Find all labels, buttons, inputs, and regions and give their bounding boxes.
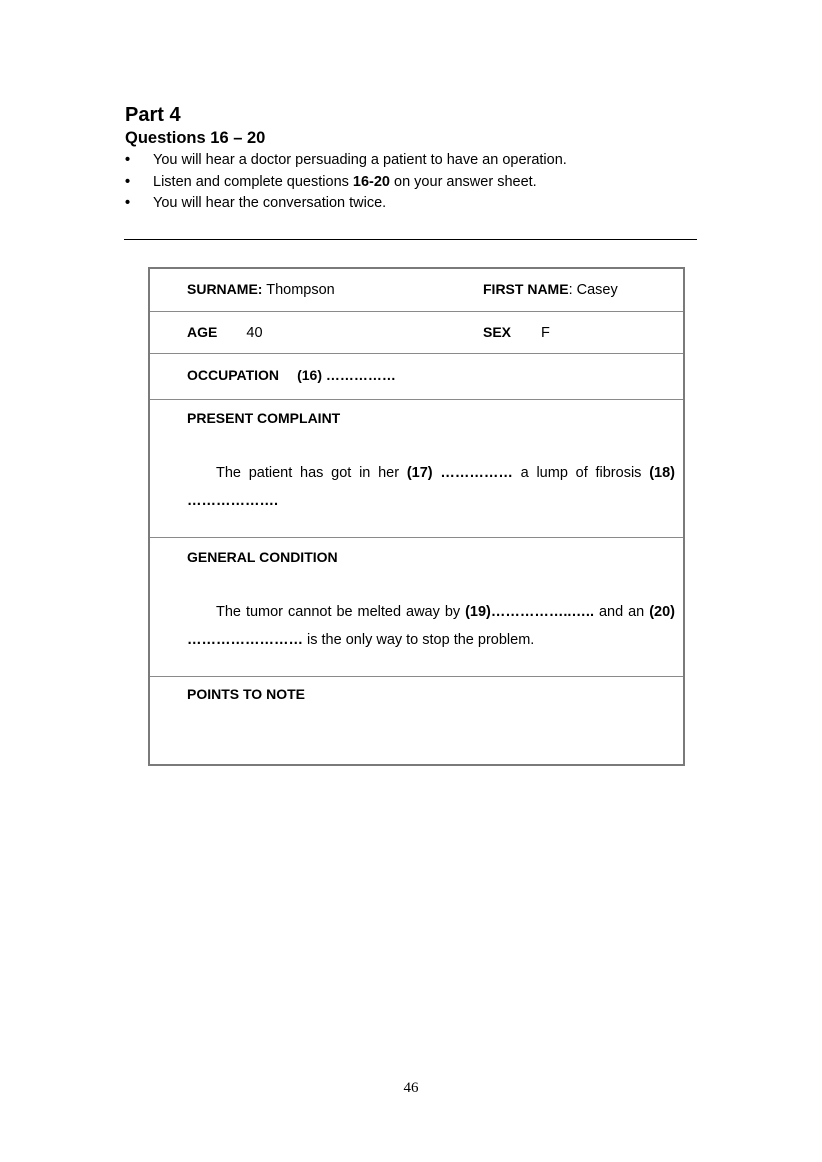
occupation-row	[150, 355, 683, 400]
first-name-field: FIRST NAME: Casey	[483, 281, 618, 298]
present-complaint-text: The patient has got in her (17) …………… a lump of fibrosis (18) ……………….	[187, 465, 675, 509]
blank-20[interactable]: (20) ……………………	[187, 604, 675, 648]
general-condition-section	[150, 539, 683, 677]
blank-18[interactable]: (18) ……………….	[187, 465, 675, 509]
divider-line	[124, 239, 697, 240]
general-condition-text: The tumor cannot be melted away by (19)……………..….. and an (20) …………………… is the only way to stop the problem.	[187, 604, 675, 648]
points-to-note-heading: POINTS TO NOTE	[187, 686, 305, 702]
present-complaint-section	[150, 400, 683, 538]
occupation-field: OCCUPATION (16) ……………	[187, 367, 396, 383]
patient-form	[148, 267, 685, 766]
questions-title: Questions 16 – 20	[125, 129, 266, 147]
instruction-item: • You will hear a doctor persuading a patient to have an operation.	[125, 150, 567, 172]
bullet-icon: •	[125, 173, 131, 190]
part-title: Part 4	[125, 104, 181, 126]
general-condition-heading: GENERAL CONDITION	[187, 549, 338, 565]
surname-field: SURNAME: Thompson	[187, 281, 335, 298]
blank-19[interactable]: (19)……………..…..	[465, 604, 594, 620]
page-number: 46	[403, 1080, 419, 1096]
blank-17[interactable]: (17) ……………	[406, 465, 513, 481]
blank-16[interactable]: (16) ……………	[297, 367, 396, 383]
age-field: AGE 40	[187, 324, 263, 341]
age-sex-row	[150, 312, 683, 354]
bullet-icon: •	[125, 152, 131, 168]
instructions-list	[125, 150, 567, 215]
instruction-item: • You will hear the conversation twice.	[125, 193, 567, 215]
bullet-icon: •	[125, 195, 131, 211]
instruction-item: • Listen and complete questions 16-20 on your answer sheet.	[125, 172, 567, 194]
sex-field: SEX F	[483, 324, 550, 341]
points-to-note-section	[150, 678, 683, 764]
name-row	[150, 269, 683, 312]
present-complaint-heading: PRESENT COMPLAINT	[187, 410, 341, 426]
